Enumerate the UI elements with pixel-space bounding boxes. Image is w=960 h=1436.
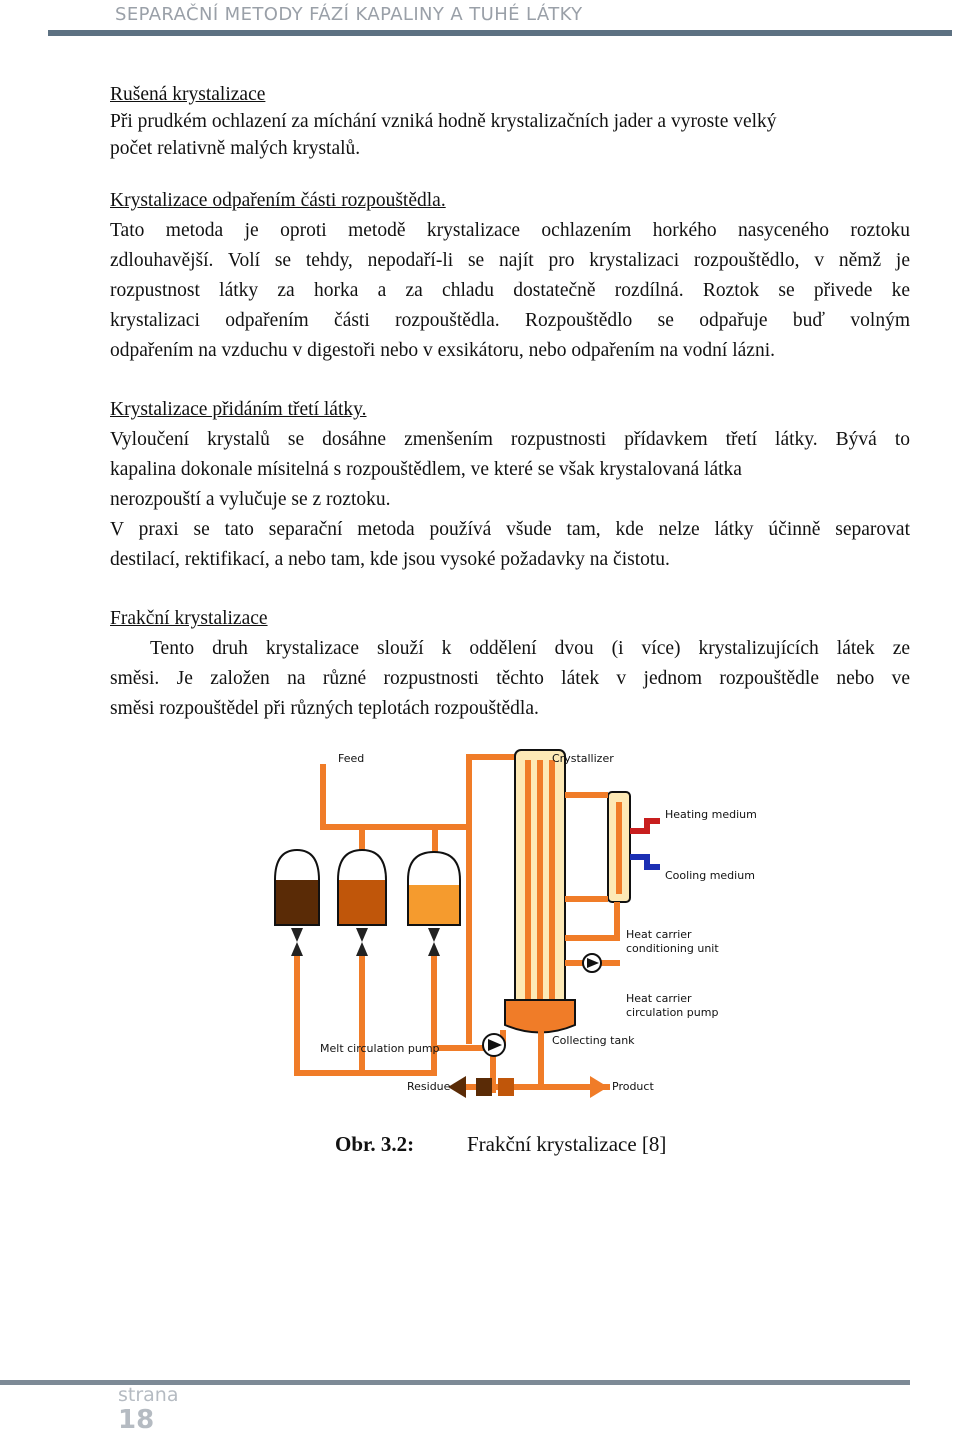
paragraph-line: V praxi se tato separační metoda používá všude tam, kde nelze látky účinně separovat [110, 519, 910, 540]
label-heat-carrier-pump-2: circulation pump [626, 1006, 719, 1019]
paragraph-line: Při prudkém ochlazení za míchání vzniká hodně krystalizačních jader a vyroste velký [110, 111, 777, 132]
paragraph-line: zdlouhavější. Volí se tehdy, nepodaří-li se najít pro krystalizaci rozpouštědlo, v němž je [110, 250, 910, 271]
page-number: 18 [118, 1405, 155, 1435]
paragraph-line: krystalizaci odpařením části rozpouštědla. Rozpouštědlo se odpařuje buď volným [110, 310, 910, 331]
heating-medium-line [630, 818, 660, 834]
paragraph-odpareni [110, 216, 910, 366]
section-heading: Krystalizace přidáním třetí látky. [110, 399, 367, 420]
section-odpareni [110, 187, 910, 214]
paragraph-line: odpařením na vzduchu v digestoři nebo v exsikátoru, nebo odpařením na vodní lázni. [110, 340, 775, 361]
crystallizer-column [505, 750, 575, 1033]
vessel-3 [408, 852, 460, 925]
product-arrow-icon [590, 1076, 608, 1098]
page-header [0, 0, 960, 34]
paragraph-line: rozpustnost látky za horka a za chladu dostatečně rozdílná. Roztok se přivede ke [110, 280, 910, 301]
paragraph-pridani [110, 425, 910, 575]
vessel-2 [338, 850, 386, 925]
label-feed: Feed [338, 752, 365, 765]
caption-text: Frakční krystalizace [8] [467, 1132, 667, 1156]
label-heating-medium: Heating medium [665, 808, 757, 821]
cooling-medium-line [630, 854, 660, 870]
residue-arrow-icon [448, 1076, 466, 1098]
feed-line [320, 764, 472, 854]
label-cooling-medium: Cooling medium [665, 869, 755, 882]
header-rule [48, 30, 952, 36]
paragraph-line: počet relativně malých krystalů. [110, 138, 361, 159]
section-heading: Frakční krystalizace [110, 608, 268, 629]
paragraph-line: Tato metoda je oproti metodě krystalizace ochlazením horkého nasyceného roztoku [110, 220, 910, 241]
paragraph-frakcni [110, 634, 910, 724]
section-heading: Rušená krystalizace [110, 84, 266, 105]
vessel-1 [275, 850, 319, 925]
fractional-crystallization-diagram [270, 730, 757, 1122]
section-frakcni [110, 605, 910, 632]
label-crystallizer: Crystallizer [552, 752, 614, 765]
valve-icon [291, 928, 440, 956]
label-melt-pump: Melt circulation pump [320, 1042, 440, 1055]
label-product: Product [612, 1080, 654, 1093]
heat-carrier-pump-icon [583, 954, 601, 972]
paragraph-line: kapalina dokonale mísitelná s rozpouštědlem, ve které se však krystalovaná látka [110, 459, 742, 480]
paragraph-line: směsi. Je založen na různé rozpustnosti těchto látek v jednom rozpouštědle nebo ve [110, 668, 910, 689]
label-heat-carrier-cond-2: conditioning unit [626, 942, 719, 955]
heat-exchanger [565, 792, 630, 902]
header-title: SEPARAČNÍ METODY FÁZÍ KAPALINY A TUHÉ LÁTKY [115, 4, 583, 25]
melt-pump-icon [483, 1034, 505, 1056]
paragraph-line: Vyloučení krystalů se dosáhne zmenšením rozpustnosti přídavkem třetí látky. Bývá to [110, 429, 910, 450]
paragraph-line: Tento druh krystalizace slouží k oddělení dvou (i více) krystalizujících látek ze [150, 638, 910, 659]
paragraph-line: destilací, rektifikací, a nebo tam, kde jsou vysoké požadavky na čistotu. [110, 549, 670, 570]
label-heat-carrier-pump: Heat carrier [626, 992, 692, 1005]
section-rusena [110, 81, 910, 162]
label-residue: Residue [407, 1080, 451, 1093]
section-heading: Krystalizace odpařením části rozpouštědla. [110, 190, 446, 211]
paragraph-line: směsi rozpouštědel při různých teplotách rozpouštědla. [110, 698, 539, 719]
label-heat-carrier-cond: Heat carrier [626, 928, 692, 941]
section-pridani [110, 396, 910, 423]
label-collecting-tank: Collecting tank [552, 1034, 635, 1047]
caption-label: Obr. 3.2: [335, 1132, 415, 1156]
collection-line [294, 956, 496, 1093]
footer-strana: strana [118, 1384, 179, 1406]
paragraph-line: nerozpouští a vylučuje se z roztoku. [110, 489, 391, 510]
